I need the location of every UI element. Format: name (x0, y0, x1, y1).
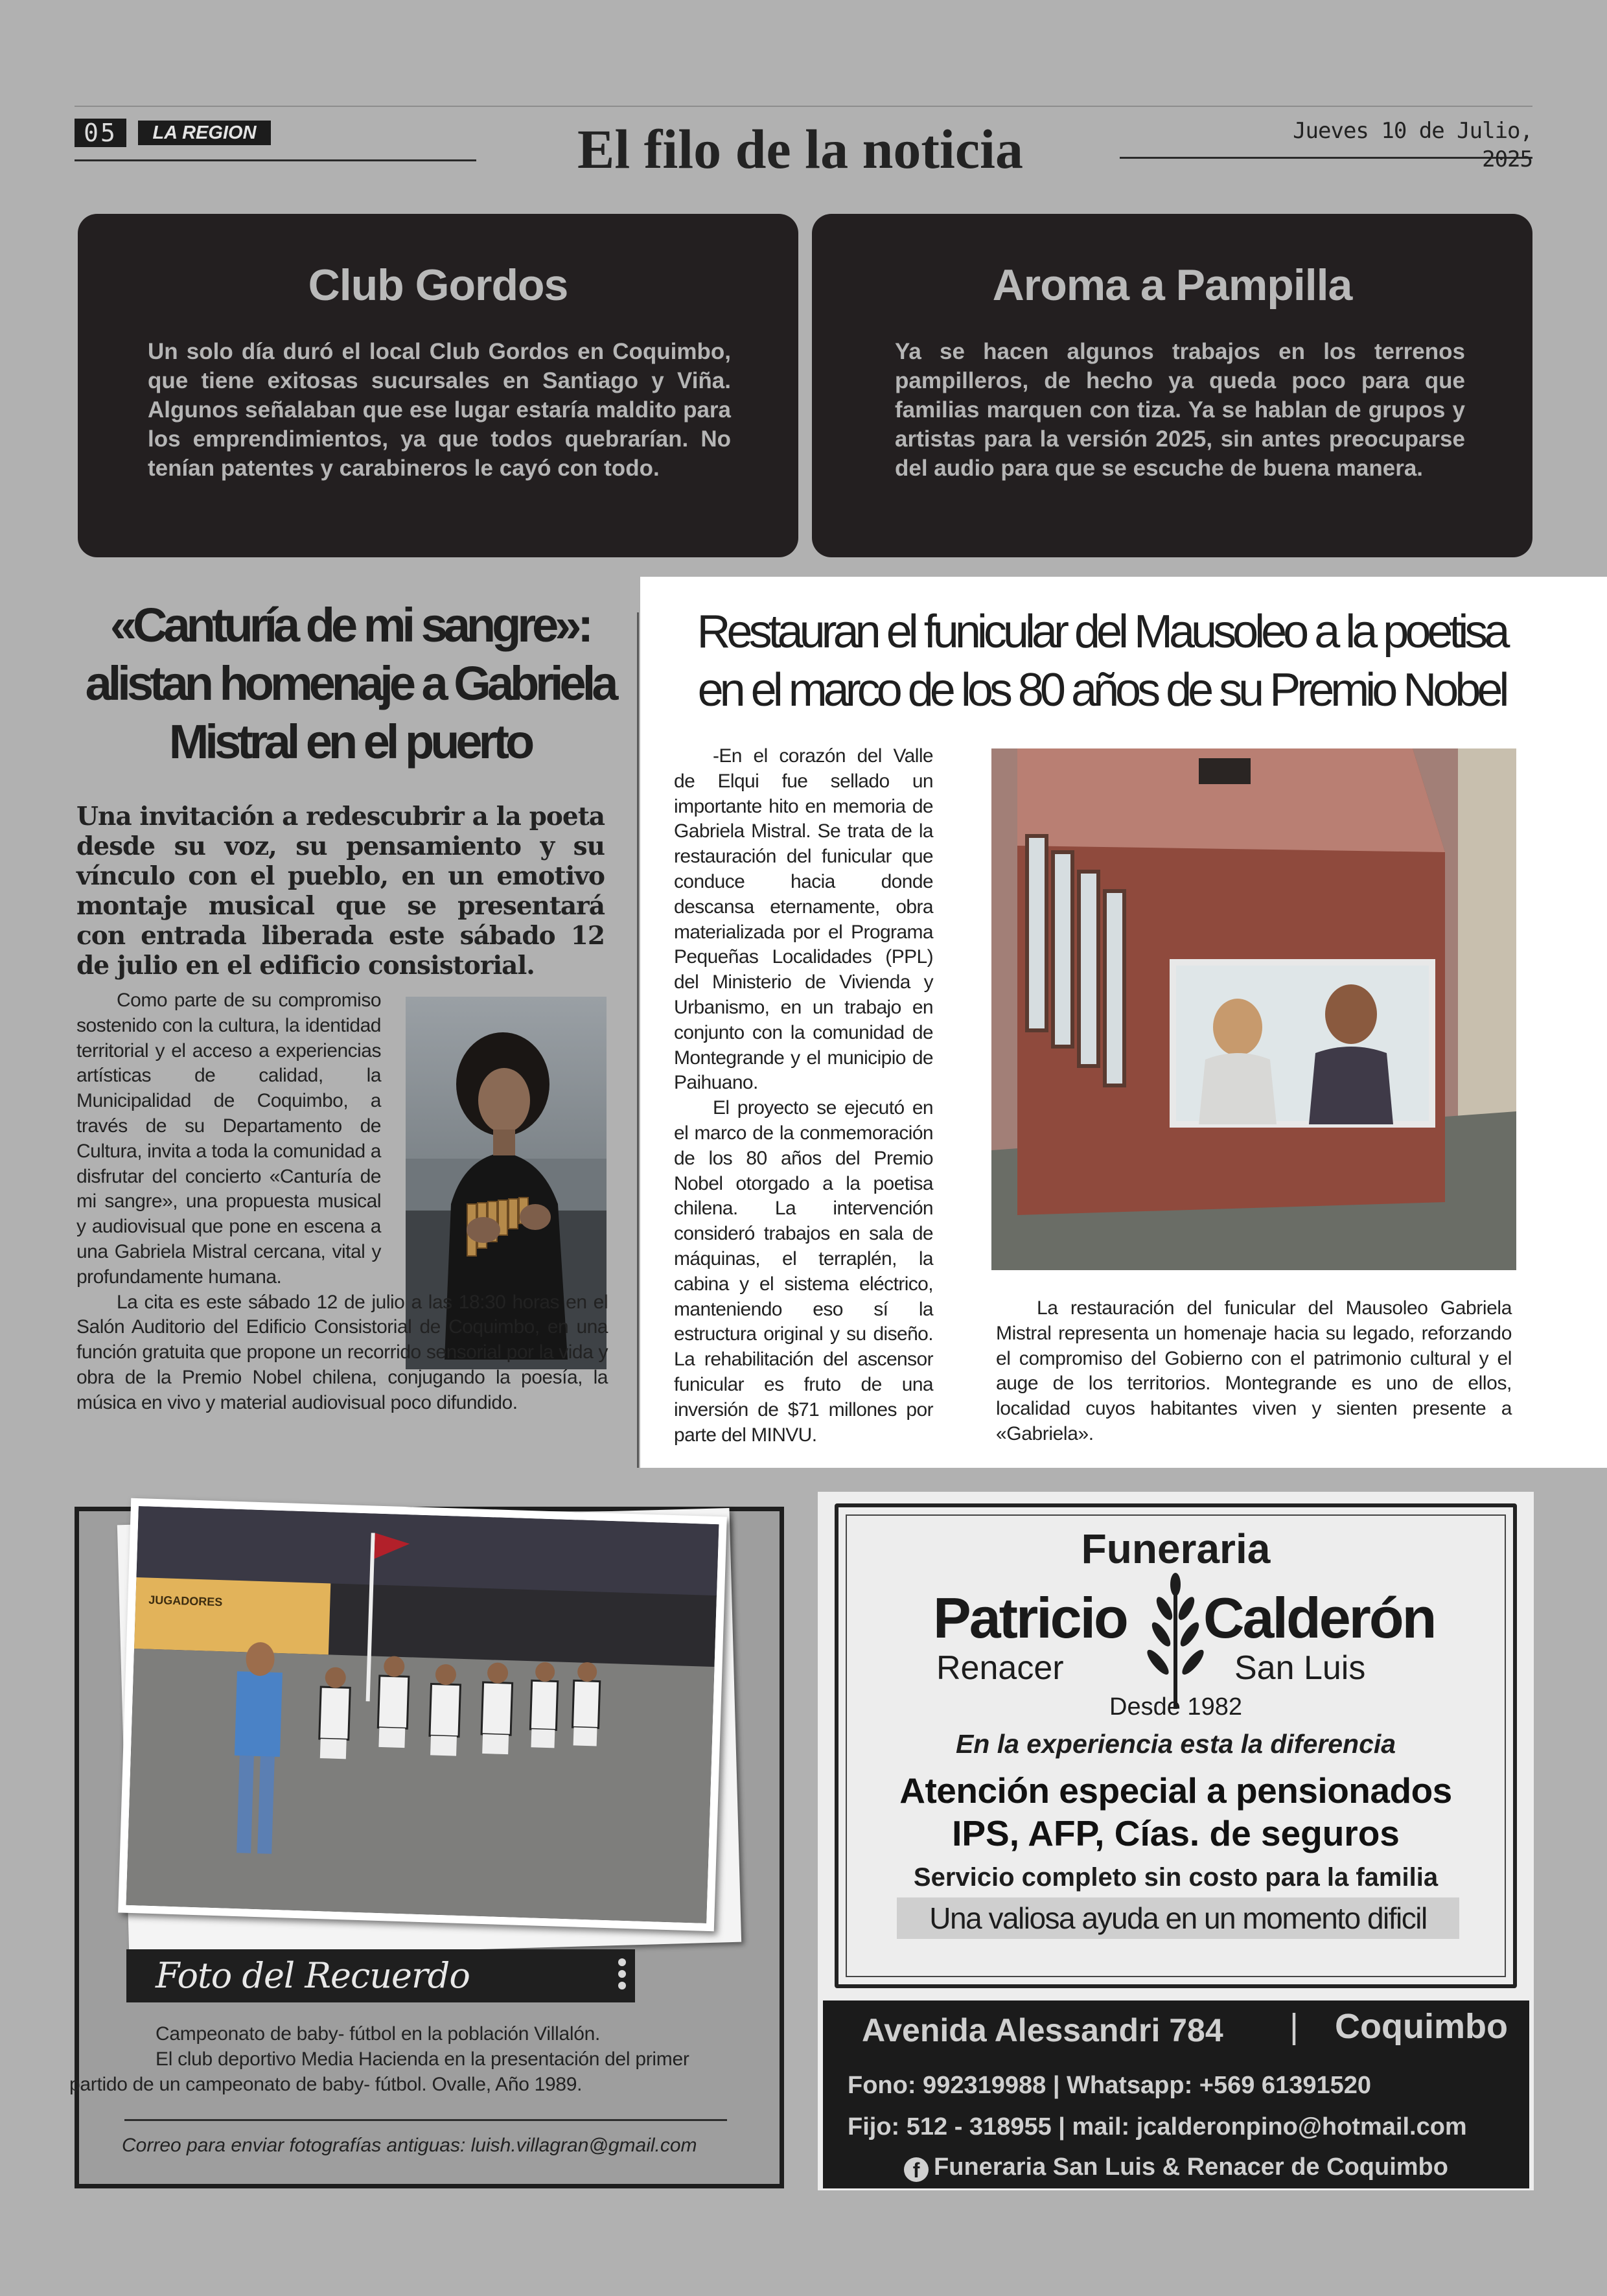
memory-caption-line: El club deportivo Media Hacienda en la presentación del primer (156, 2048, 689, 2070)
ad-address-separator: | (1289, 2007, 1299, 2046)
ad-slogan: En la experiencia esta la diferencia (955, 1729, 1396, 1759)
memory-divider (124, 2119, 727, 2121)
ad-branch-san-luis: San Luis (1234, 1649, 1366, 1687)
ad-help-line: Una valiosa ayuda en un momento dificil (897, 1897, 1459, 1939)
vintage-football-team-photo (118, 1498, 727, 1932)
article-paragraph: Como parte de su compromiso sostenido con la cultura, la identidad territorial y el acceso a experiencias artísticas de calidad, la Municipalidad de Coquimbo, a través de su Departamento de Cultura, invita a toda la comunidad a disfrutar del concierto «Canturía de mi sangre», una propuesta musical y audiovisual que pone en escena a una Gabriela Mistral cercana, vital y profundamente humana. (76, 990, 381, 1288)
brief-box-aroma-a-pampilla (812, 214, 1532, 557)
ad-city: Coquimbo (1335, 2007, 1508, 2046)
gym-wall-sign: JUGADORES (148, 1593, 223, 1609)
memory-caption-line: partido de un campeonato de baby- fútbol. Ovalle, Año 1989. (69, 2073, 583, 2095)
photo-caption (996, 1296, 1512, 1447)
ad-inner-frame (846, 1514, 1506, 1977)
memory-caption (69, 2022, 752, 2097)
header-rule-left (75, 159, 476, 161)
caption-text: La restauración del funicular del Mausoleo Gabriela Mistral representa un homenaje hacia su legado, reforzando el compromiso del Gobierno con el patrimonio cultural y el auge de los territorios. Montegrande es uno de ellos, localidad cuyos habitantes viven y sienten presente a «Gabriela». (996, 1297, 1512, 1444)
memory-submission-email: Correo para enviar fotografías antiguas: luish.villagran@gmail.com (122, 2135, 697, 2156)
article-headline: «Canturía de mi sangre»: alistan homenaje a Gabriela Mistral en el puerto (85, 598, 615, 769)
article-headline: Restauran el funicular del Mausoleo a la poetisa en el marco de los 80 años de su Premio Nobel (697, 606, 1507, 716)
header-top-rule (75, 106, 1532, 107)
ad-branch-renacer: Renacer (936, 1649, 1064, 1687)
brief-title: Aroma a Pampilla (992, 261, 1352, 310)
ad-service-line: Servicio completo sin costo para la familia (913, 1863, 1439, 1892)
article-paragraph: -En el corazón del Valle de Elqui fue sellado un importante hito en memoria de Gabriela Mistral. Se trata de la restauración del funicular que conduce hacia donde descansa eternamente, obra materializada por el Programa Pequeñas Localidades (PPL) del Ministerio de Vivienda y Urbanismo, en un trabajo en conjunto con la comunidad de Montegrande y el municipio de Paihuano. (674, 745, 933, 1094)
ad-attention-line: Atención especial a pensionados (899, 1770, 1452, 1811)
article-paragraph: El proyecto se ejecutó en el marco de la conmemoración de los 80 años del Premio Nobel otorgado a la poetisa chilena. La intervención consideró trabajos en sala de máquinas, el terraplén, la cabina y el sistema eléctrico, manteniendo eso sí la estructura original y su diseño. La rehabilitación del ascensor funicular es fruto de una inversión de $71 millones por parte del MINVU. (674, 1097, 933, 1446)
foto-del-recuerdo-banner (126, 1949, 635, 2002)
brief-title: Club Gordos (308, 261, 568, 310)
ad-name-first: Patricio (933, 1586, 1127, 1650)
article-paragraph: La cita es este sábado 12 de julio a las 18:30 horas en el Salón Auditorio del Edificio Consistorial de Coquimbo, en una función gratuita que propone un recorrido sensorial por la vida y obra de la Premio Nobel chilena, conjugando la poesía, la música en vivo y material audiovisual poco difundido. (76, 1291, 608, 1413)
newspaper-brand-logo: LA REGION (138, 121, 271, 145)
ad-since: Desde 1982 (1109, 1693, 1242, 1721)
ad-address: Avenida Alessandri 784 (862, 2012, 1223, 2048)
page-number: 05 (75, 119, 126, 147)
facebook-icon: f (904, 2157, 929, 2182)
brief-box-club-gordos (78, 214, 798, 557)
brief-text: Ya se hacen algunos trabajos en los terrenos pampilleros, de hecho ya queda poco para que familias marquen con tiza. Ya se hablan de grupos y artistas para la versión 2025, sin antes preocuparse del audio para que se escuche de buena manera. (895, 339, 1465, 481)
article-body (674, 744, 933, 1448)
column-divider (637, 612, 639, 1468)
section-title: El filo de la noticia (577, 118, 1023, 180)
banner-dots-decoration (618, 1958, 626, 1993)
ad-facebook-page: Funeraria San Luis & Renacer de Coquimbo (934, 2153, 1448, 2181)
article-subheadline: Una invitación a redescubrir a la poeta desde su voz, su pensamiento y su vínculo con el pueblo, en un emotivo montaje musical que se presentará con entrada liberada este sábado 12 de julio en el edificio consistorial. (76, 802, 605, 980)
issue-date: Jueves 10 de Julio, 2025 (1293, 118, 1532, 172)
banner-title: Foto del Recuerdo (156, 1955, 470, 1996)
funicular-cabin-photo (991, 748, 1516, 1270)
memory-caption-line: Campeonato de baby- fútbol en la población Villalón. (156, 2023, 601, 2045)
ad-attention-line: IPS, AFP, Cías. de seguros (952, 1813, 1400, 1853)
ad-contact-block (823, 2000, 1529, 2188)
ad-landline-email: Fijo: 512 - 318955 | mail: jcalderonpino@hotmail.com (848, 2113, 1467, 2140)
ad-phones: Fono: 992319988 | Whatsapp: +569 61391520 (848, 2072, 1372, 2099)
article-body (76, 988, 608, 1416)
ad-facebook (823, 2150, 1529, 2185)
ad-name-last: Calderón (1203, 1586, 1435, 1650)
brief-text: Un solo día duró el local Club Gordos en Coquimbo, que tiene exitosas sucursales en Santiago y Viña. Algunos señalaban que ese lugar estaría maldito para los emprendimientos, ya que todos quebrarían. No tenían patentes y carabineros le cayó con todo. (148, 339, 731, 481)
ad-kind: Funeraria (1081, 1525, 1271, 1572)
